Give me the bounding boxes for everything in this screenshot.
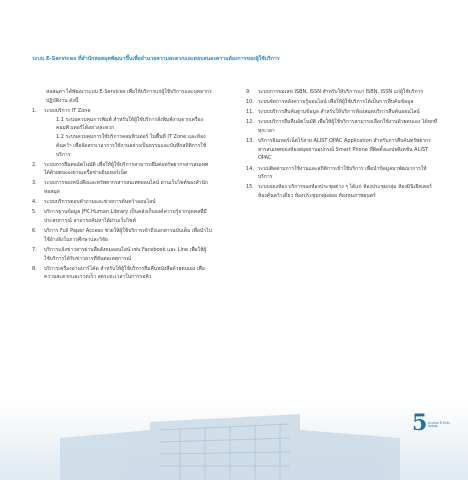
list-item (246, 108, 438, 117)
item-text: ระบบบริการตอบคำถามและช่วยการค้นคว้าออนไลน์ (44, 199, 156, 206)
logo-text: ครบรอบ ปี สำนักหอสมุด (428, 421, 451, 429)
list-item (246, 183, 438, 200)
list-item (246, 118, 438, 135)
list-item (32, 265, 212, 282)
item-number: 1. (32, 108, 37, 114)
item-number: 11. (246, 109, 254, 116)
item-text-block (44, 107, 212, 159)
item-number: 3. (32, 180, 37, 187)
item-text: บริการ Full Paper Access ช่วยให้ผู้ใช้บริการเข้าถึงเอกสารฉบับเต็ม เพื่อนำไปใช้อ้างอิงในการศึกษาและวิจัย (44, 228, 212, 243)
list-item (246, 165, 438, 182)
list-item (32, 107, 212, 159)
left-column (32, 88, 212, 283)
item-text: ระบบบริการ IT Zone (44, 108, 91, 114)
item-text: ระบบการยืมต่ออัตโนมัติ เพื่อให้ผู้ใช้บริการสามารถยืมต่อทรัพยากรสารสนเทศได้ด้วยตนเองผ่านเครือข่ายอินเทอร์เน็ต (44, 161, 209, 177)
item-number: 6. (32, 228, 37, 235)
item-number: 7. (32, 246, 37, 253)
item-text-block (44, 227, 212, 244)
list-item (246, 98, 438, 107)
item-number: 8. (32, 265, 37, 272)
item-text-block (44, 208, 212, 225)
list-item (32, 161, 212, 178)
item-number: 4. (32, 199, 37, 206)
item-text: ระบบบริการสืบค้นฐานข้อมูล สำหรับให้บริการห้องสมุดบริการสืบค้นออนไลน์ (258, 109, 420, 116)
item-text: บริการฐานข้อมูล JFK Human Library เป็นคลังเก็บองค์ความรู้จากบุคคลที่มีประสบการณ์ สามารถค้นหาได้ผ่านเว็บไซต์ (44, 209, 207, 224)
item-text: บริการแจ้งข่าวสารผ่านสื่อสังคมออนไลน์ เช่น Facebook และ Line เพื่อให้ผู้ใช้บริการได้รับข่าวสารที่ทันต่อเหตุการณ์ (44, 246, 207, 262)
list-item (32, 179, 212, 196)
right-service-list (246, 88, 438, 201)
anniversary-logo (412, 410, 452, 446)
item-number: 12. (246, 119, 254, 126)
logo-number: 5 (412, 410, 428, 436)
item-text-block (44, 179, 212, 196)
item-text-block (44, 265, 212, 282)
item-text-block (44, 246, 212, 263)
intro-paragraph: หอสมุดฯ ได้พัฒนาระบบ E-Services เพื่อให้บริการแก่ผู้ใช้บริการและบุคลากรปฏิบัติงาน ดังนี้ (46, 89, 212, 104)
item-number: 9. (246, 89, 251, 95)
list-item (32, 246, 212, 263)
item-number: 2. (32, 161, 37, 168)
sub-item-text: 1.2 ระบบควบคุมการใช้บริการคอมพิวเตอร์ ในพื้นที่ IT Zone และห้องค้นคว้า เพื่อจัดสรรเวลาการใช้งานอย่างเป็นธรรมและบันทึกสถิติการใช้บริการ (56, 134, 207, 158)
sub-item-text: 1.1 ระบบควบคุมการพิมพ์ สำหรับให้ผู้ใช้บริการสั่งพิมพ์งานจากเครื่องคอมพิวเตอร์ได้อย่างสะดวก (56, 116, 204, 132)
item-text: บริการอินเทอร์เน็ตไร้สาย ALIST OPAC Application สำหรับการสืบค้นทรัพยากรสารสนเทศของห้องสมุดผ่านอุปกรณ์ Smart Phone ที่ติดตั้งแอปพลิเคชัน ALIST OPAC (258, 138, 431, 162)
item-text: ระบบจองห้อง บริการจองห้องประชุมต่าง ๆ ได้แก่ ห้องประชุมกลุ่ม ห้องมินิเธียเตอร์ ห้องค้นคว้าเดี่ยว ห้องประชุมกลุ่มย่อย ห้องชมภาพยนตร์ (258, 184, 432, 200)
item-text-block (44, 161, 212, 178)
item-number: 13. (246, 138, 254, 145)
item-text: บริการเครื่องอ่านบาร์โค้ด สำหรับให้ผู้ใช้บริการยืมคืนหนังสือด้วยตนเอง เพื่อความสะดวกและรวดเร็ว ลดระยะเวลาในการรอคิว (44, 265, 205, 281)
list-item (32, 198, 212, 207)
left-service-list (32, 107, 212, 282)
item-text: ระบบบริการยืมคืนอัตโนมัติ เพื่อให้ผู้ใช้บริการสามารถเลือกใช้งานด้วยตนเอง ได้ทุกที่ทุกเวลา (258, 119, 438, 134)
item-number: 10. (246, 99, 254, 106)
right-column (246, 88, 438, 202)
item-text: ระบบติดตามการใช้งานและสถิติการเข้าใช้บริการ เพื่อนำข้อมูลมาพัฒนาการให้บริการ (258, 165, 427, 181)
item-number: 15. (246, 184, 254, 191)
list-item (246, 137, 438, 163)
list-item (32, 227, 212, 244)
item-text-block (44, 198, 212, 207)
item-number: 5. (32, 209, 37, 216)
list-item (246, 88, 438, 97)
item-number: 14. (246, 165, 254, 172)
item-text: ระบบจัดการคลังความรู้ออนไลน์ เพื่อให้ผู้ใช้บริการได้เป็นการสืบค้นข้อมูล (258, 99, 414, 106)
library-building-watermark (0, 400, 468, 480)
item-text: ระบบการจองหนังสือและทรัพยากรสารสนเทศออนไลน์ ผ่านเว็บไซต์ของสำนักหอสมุด (44, 180, 208, 196)
list-item (32, 208, 212, 225)
item-text: ระบบการขอเลข ISBN, ISSN สำหรับให้บริการแก่ ISBN, ISSN แก่ผู้ใช้บริการ (258, 89, 424, 95)
section-heading: ระบบ E-Services ที่สำนักหอสมุดพัฒนาขึ้นเพื่ออำนวยความสะดวกและตอบสนองความต้องการของผู้ใช้บริการ (32, 56, 280, 62)
